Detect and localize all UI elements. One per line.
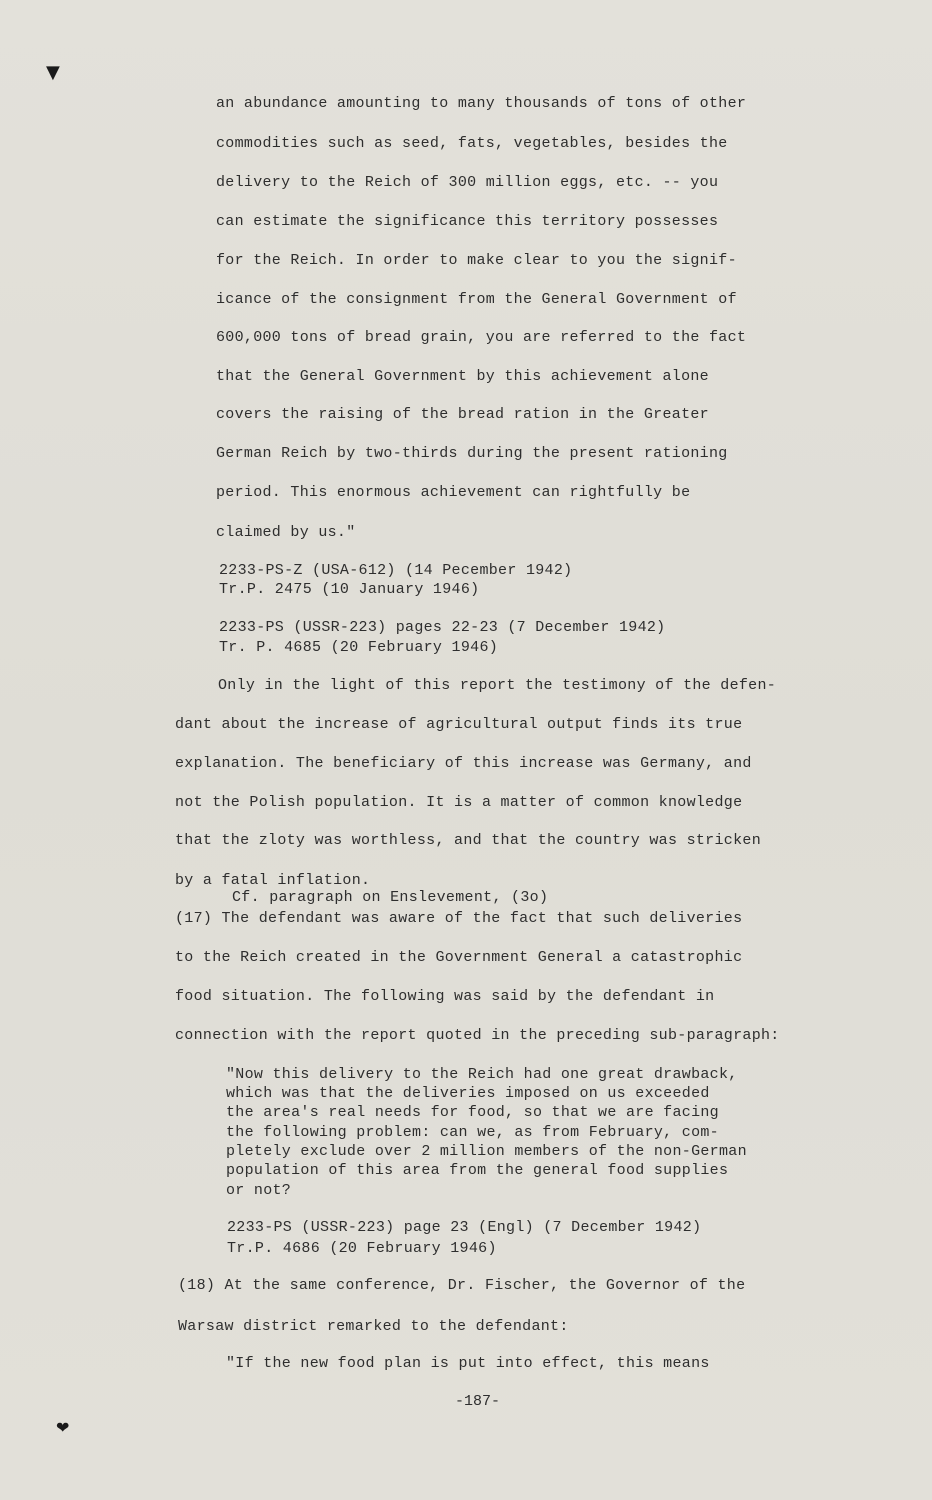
text-line: period. This enormous achievement can rightfully be	[216, 484, 691, 501]
text-line: to the Reich created in the Government General a catastrophic	[175, 949, 743, 966]
text-line: connection with the report quoted in the preceding sub-paragraph:	[175, 1027, 780, 1044]
quote-line: "If the new food plan is put into effect, this means	[226, 1355, 710, 1372]
quote-line: population of this area from the general food supplies	[226, 1162, 729, 1179]
text-line: that the General Government by this achievement alone	[216, 368, 709, 385]
cross-reference: Cf. paragraph on Enslevement, (3o)	[232, 889, 549, 906]
text-line: an abundance amounting to many thousands of tons of other	[216, 95, 747, 112]
punch-hole-mark-top: ▼	[46, 62, 60, 83]
text-line: icance of the consignment from the General Government of	[216, 291, 737, 308]
text-line: dant about the increase of agricultural output finds its true	[175, 716, 743, 733]
text-line: delivery to the Reich of 300 million eggs, etc. -- you	[216, 174, 719, 191]
quote-line: or not?	[226, 1182, 292, 1199]
text-line: that the zloty was worthless, and that the country was stricken	[175, 832, 761, 849]
citation-line: 2233-PS (USSR-223) pages 22-23 (7 December 1942)	[219, 619, 666, 636]
citation-line: Tr.P. 4686 (20 February 1946)	[227, 1240, 497, 1257]
quote-line: "Now this delivery to the Reich had one great drawback,	[226, 1066, 738, 1083]
citation-line: Tr.P. 2475 (10 January 1946)	[219, 581, 480, 598]
page-number: -187-	[455, 1393, 501, 1410]
quote-line: pletely exclude over 2 million members of the non-German	[226, 1143, 747, 1160]
text-line: food situation. The following was said by the defendant in	[175, 988, 715, 1005]
quote-line: the following problem: can we, as from February, com-	[226, 1124, 719, 1141]
text-line: (17) The defendant was aware of the fact that such deliveries	[175, 910, 743, 927]
text-line: commodities such as seed, fats, vegetables, besides the	[216, 135, 728, 152]
text-line: explanation. The beneficiary of this increase was Germany, and	[175, 755, 752, 772]
quote-line: which was that the deliveries imposed on us exceeded	[226, 1085, 710, 1102]
text-line: Warsaw district remarked to the defendant:	[178, 1318, 569, 1335]
text-line: 600,000 tons of bread grain, you are referred to the fact	[216, 329, 747, 346]
quote-line: the area's real needs for food, so that we are facing	[226, 1104, 719, 1121]
punch-hole-mark-bottom: ❤	[56, 1418, 70, 1437]
citation-line: 2233-PS-Z (USA-612) (14 Pecember 1942)	[219, 562, 573, 579]
citation-line: Tr. P. 4685 (20 February 1946)	[219, 639, 499, 656]
text-line: for the Reich. In order to make clear to you the signif-	[216, 252, 737, 269]
text-line: claimed by us."	[216, 524, 356, 541]
text-line: not the Polish population. It is a matter of common knowledge	[175, 794, 743, 811]
text-line: Only in the light of this report the testimony of the defen-	[218, 677, 777, 694]
text-line: (18) At the same conference, Dr. Fischer, the Governor of the	[178, 1277, 746, 1294]
citation-line: 2233-PS (USSR-223) page 23 (Engl) (7 December 1942)	[227, 1219, 702, 1236]
text-line: can estimate the significance this territory possesses	[216, 213, 719, 230]
text-line: covers the raising of the bread ration in the Greater	[216, 406, 709, 423]
text-line: by a fatal inflation.	[175, 872, 371, 889]
text-line: German Reich by two-thirds during the present rationing	[216, 445, 728, 462]
